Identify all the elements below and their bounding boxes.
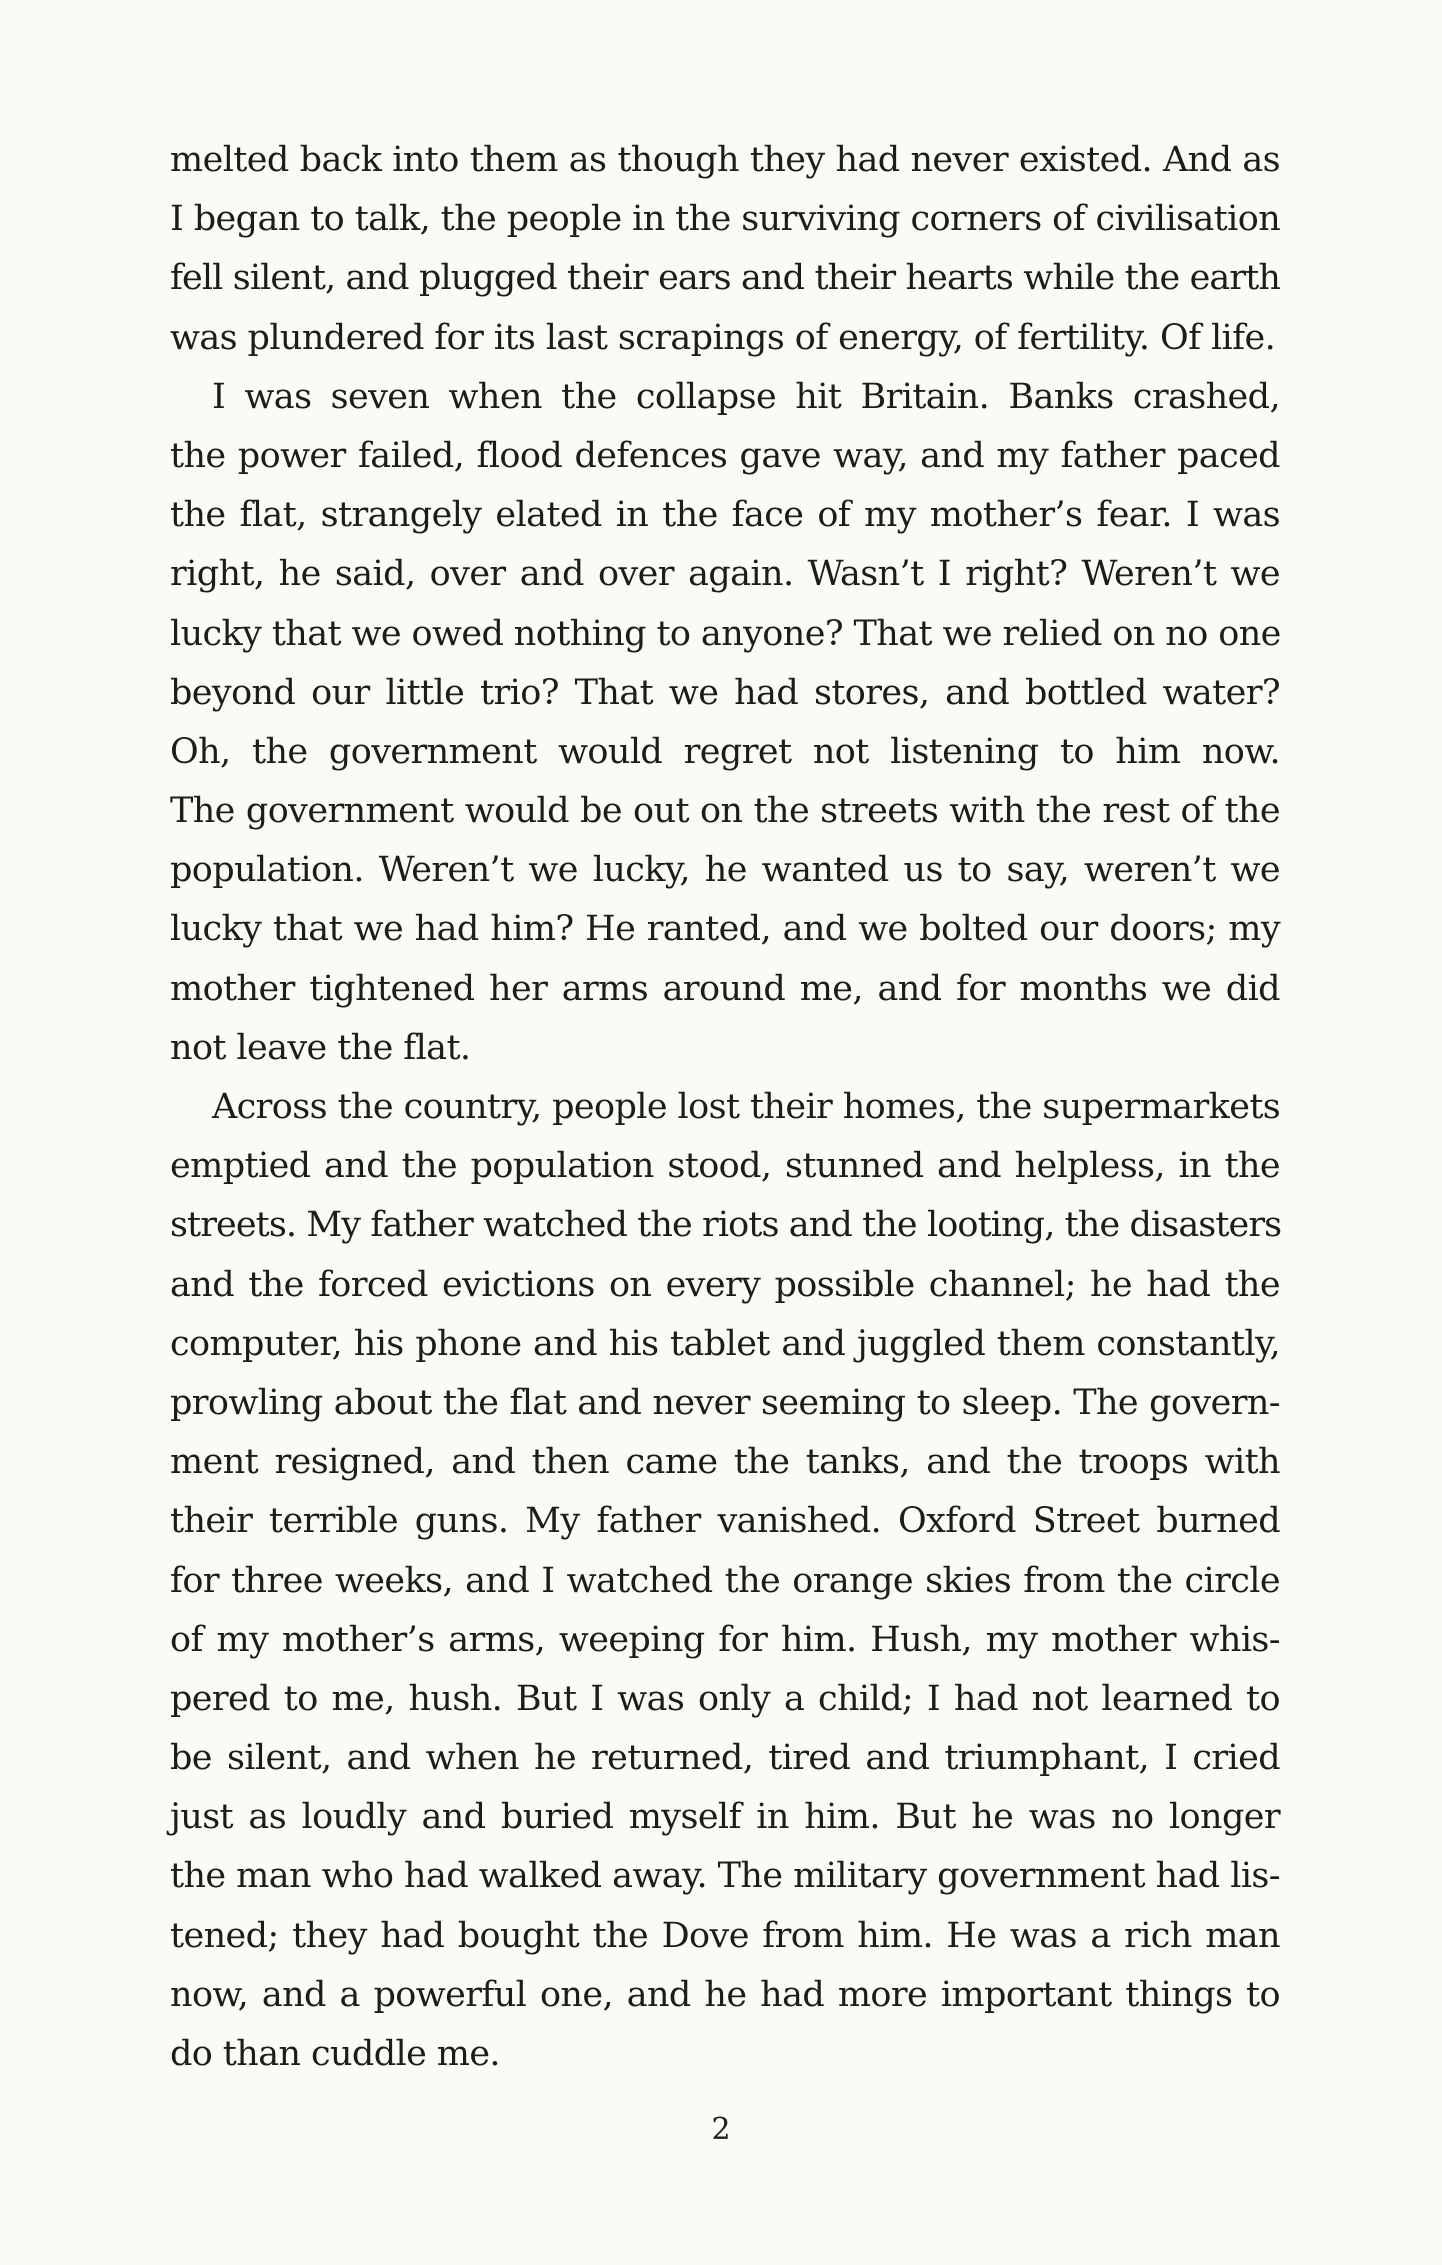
text-line: prowling about the flat and never seeming to sleep. The govern-	[170, 1382, 1280, 1423]
text-line: just as loudly and buried myself in him. But he was no longer	[170, 1797, 1280, 1838]
body-text	[170, 131, 1280, 2084]
text-line: mother tightened her arms around me, and for months we did	[170, 968, 1280, 1009]
text-line: emptied and the population stood, stunned and helpless, in the	[170, 1146, 1280, 1187]
text-line: beyond our little trio? That we had stores, and bottled water?	[170, 672, 1280, 713]
paragraph	[170, 131, 1280, 368]
text-line: lucky that we owed nothing to anyone? That we relied on no one	[170, 613, 1281, 654]
text-line: lucky that we had him? He ranted, and we bolted our doors; my	[170, 909, 1280, 950]
text-line: Oh, the government would regret not listening to him now.	[170, 731, 1280, 772]
text-line: their terrible guns. My father vanished. Oxford Street burned	[170, 1501, 1280, 1542]
text-line: Across the country, people lost their homes, the supermarkets	[212, 1087, 1281, 1127]
text-line: computer, his phone and his tablet and juggled them constantly,	[170, 1323, 1280, 1364]
paragraph	[170, 368, 1280, 1078]
text-line: the power failed, flood defences gave way, and my father paced	[170, 435, 1280, 476]
text-line: fell silent, and plugged their ears and their hearts while the earth	[170, 258, 1280, 299]
text-line: population. Weren’t we lucky, he wanted us to say, weren’t we	[170, 850, 1280, 891]
text-line: The government would be out on the streets with the rest of the	[170, 791, 1280, 832]
text-line: pered to me, hush. But I was only a child; I had not learned to	[170, 1678, 1280, 1719]
text-line: for three weeks, and I watched the orange skies from the circle	[170, 1560, 1280, 1601]
text-line: do than cuddle me.	[170, 2034, 500, 2074]
text-line: ment resigned, and then came the tanks, and the troops with	[170, 1442, 1280, 1483]
text-line: be silent, and when he returned, tired and triumphant, I cried	[170, 1738, 1280, 1779]
text-line: and the forced evictions on every possible channel; he had the	[170, 1264, 1280, 1305]
text-line: right, he said, over and over again. Wasn’t I right? Weren’t we	[170, 554, 1280, 595]
text-line: the man who had walked away. The military government had lis-	[170, 1856, 1280, 1897]
text-line: the flat, strangely elated in the face of my mother’s fear. I was	[170, 495, 1280, 536]
text-line: melted back into them as though they had never existed. And as	[170, 140, 1280, 180]
paragraph	[170, 1078, 1280, 2084]
text-line: tened; they had bought the Dove from him. He was a rich man	[170, 1915, 1280, 1956]
text-line: I was seven when the collapse hit Britain. Banks crashed,	[212, 376, 1280, 417]
page-number: 2	[711, 2112, 731, 2147]
text-line: was plundered for its last scrapings of energy, of fertility. Of life.	[170, 317, 1276, 358]
text-line: streets. My father watched the riots and the looting, the disasters	[170, 1205, 1282, 1246]
text-line: now, and a powerful one, and he had more important things to	[170, 1974, 1280, 2015]
text-line: of my mother’s arms, weeping for him. Hush, my mother whis-	[170, 1619, 1280, 1660]
text-line: not leave the flat.	[170, 1027, 471, 1068]
text-line: I began to talk, the people in the surviving corners of civilisation	[170, 199, 1281, 240]
